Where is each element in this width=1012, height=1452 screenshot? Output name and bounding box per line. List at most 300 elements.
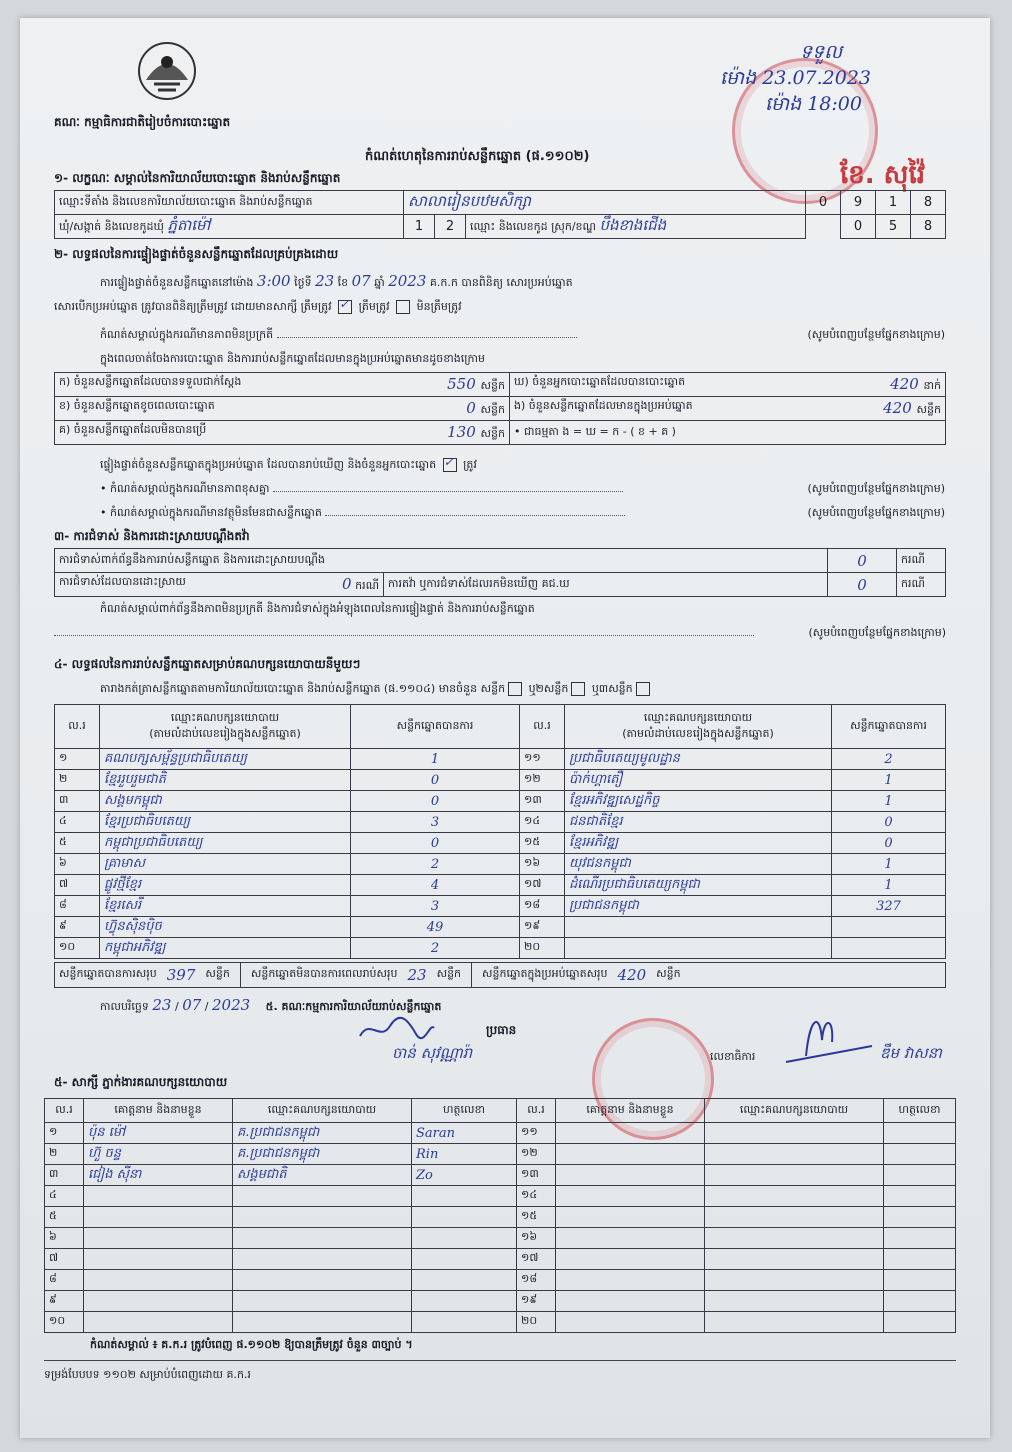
witness-no: ១៤ — [517, 1186, 556, 1207]
footer-note: កំណត់សម្គាល់ ៖ គ.ក.រ ត្រូវបំពេញ ផ.១១០២ ឱ្យបានត្រឹមត្រូវ ចំនួន ៣ច្បាប់ ។ — [90, 1338, 413, 1351]
party-name — [565, 938, 832, 959]
unit-label: សន្លឹក — [436, 967, 462, 980]
spoiled-ballots-value — [466, 399, 505, 419]
witness-party — [705, 1165, 884, 1186]
witness-no: ៤ — [45, 1186, 84, 1207]
party-votes: 1 — [832, 854, 946, 875]
witness-no: ១០ — [45, 1312, 84, 1333]
chair-signature-icon — [356, 1014, 436, 1044]
witness-name — [556, 1165, 705, 1186]
total-invalid-label: សន្លឹកឆ្នោតមិនបានការពេលរាប់សរុប — [250, 967, 398, 980]
unit-label: សន្លឹក — [205, 967, 230, 980]
stamp-time: ម៉ោង 18:00 — [765, 93, 862, 115]
month-label: ខែ — [337, 276, 349, 289]
witness-party — [705, 1123, 884, 1144]
received-ballots-number: 550 — [447, 374, 476, 393]
party-row — [55, 791, 946, 812]
spoiled-ballots-label: ខ) ចំនួនសន្លឹកឆ្នោតខូចពេលបោះឆ្នោត — [59, 398, 215, 412]
witness-signature — [884, 1165, 956, 1186]
ballot-intro: ក្នុងពេលចាត់ចែងការបោះឆ្នោត និងការរាប់សន្លឹកឆ្នោតដែលមានក្នុងប្រអប់ឆ្នោតមានដូចខាងក្រោម — [100, 352, 485, 365]
received-ballots-value — [447, 375, 505, 395]
witness-no: ២ — [45, 1144, 84, 1165]
compare-line — [100, 455, 477, 474]
station-code-digit: 9 — [841, 191, 876, 215]
ok-label: ត្រឹមត្រូវ — [358, 300, 390, 313]
party-row — [55, 896, 946, 917]
not-ok-label: មិនត្រឹមត្រូវ — [416, 300, 462, 313]
tally-sheet-line — [100, 682, 653, 698]
form-title: កំណត់ហេតុនៃការរាប់សន្លឹកឆ្នោត (ផ.១១០២) — [365, 149, 590, 164]
col-party-sub: (តាមលំដាប់លេខរៀងក្នុងសន្លឹកឆ្នោត) — [149, 726, 301, 740]
witness-party — [233, 1228, 412, 1249]
not-ok-checkbox[interactable] — [396, 300, 410, 314]
witness-row — [45, 1123, 956, 1144]
col-party-title: ឈ្មោះគណបក្សនយោបាយ — [643, 710, 753, 724]
unused-ballots-row — [55, 421, 510, 445]
witness-party — [705, 1228, 884, 1249]
party-name — [565, 917, 832, 938]
witness-name — [556, 1123, 705, 1144]
witness-party — [233, 1312, 412, 1333]
witness-party — [233, 1207, 412, 1228]
station-code-digit: 1 — [876, 191, 911, 215]
section3-hint: (សូមបំពេញបន្ថែមផ្នែកខាងក្រោម) — [808, 626, 946, 639]
col-no: ល.រ — [45, 1099, 84, 1123]
section2-heading: ២- លទ្ធផលនៃការផ្ទៀងផ្ទាត់ចំនួនសន្លឹកឆ្នោតដែលគ្រប់គ្រងដោយ — [54, 247, 339, 261]
witness-signature — [884, 1291, 956, 1312]
location-value: សាលារៀនបឋមសិក្សា — [404, 191, 806, 215]
witness-no: ១៣ — [517, 1165, 556, 1186]
witness-no: ១ — [45, 1123, 84, 1144]
anomaly-note-hint: (សូមបំពេញបន្ថែមផ្នែកខាងក្រោម) — [807, 328, 945, 341]
col-name: គោត្តនាម និងនាមខ្លួន — [556, 1099, 705, 1123]
party-no: ៥ — [55, 833, 100, 854]
party-votes: 1 — [832, 770, 946, 791]
party-name: យុវជនកម្ពុជា — [565, 854, 832, 875]
witness-row — [45, 1228, 956, 1249]
party-no: ១២ — [520, 770, 565, 791]
party-no: ២០ — [520, 938, 565, 959]
secretary-label: លេខាធិការ — [710, 1050, 756, 1063]
anomaly-note-line — [100, 328, 945, 344]
district-value: បឹងខាងជើង — [599, 215, 667, 234]
witness-name — [84, 1291, 233, 1312]
witness-name: ជៀង ស៊ីនា — [84, 1165, 233, 1186]
party-votes: 49 — [351, 917, 520, 938]
district-code-digit: 0 — [841, 215, 876, 239]
compare-text: ផ្ទៀងផ្ទាត់ចំនួនសន្លឹកឆ្នោតក្នុងប្រអប់ឆ្នោត ដែលបានរាប់ឃើញ និងចំនួនអ្នកបោះឆ្នោត — [100, 458, 437, 471]
ok-checkbox[interactable] — [338, 297, 352, 314]
witness-name — [556, 1270, 705, 1291]
party-no: ១៨ — [520, 896, 565, 917]
difference-note-line — [100, 482, 945, 498]
witness-table — [44, 1098, 956, 1333]
chair-name: ចាន់ សុវណ្ណារ៉ា — [392, 1044, 473, 1062]
party-no: ៨ — [55, 896, 100, 917]
ballot-count-form — [20, 18, 990, 1438]
unresolved-row — [384, 573, 828, 597]
witness-no: ១១ — [517, 1123, 556, 1144]
party-name: ខ្មែរប្រជាធិបតេយ្យ — [100, 812, 351, 833]
witness-party — [705, 1270, 884, 1291]
witness-signature — [884, 1144, 956, 1165]
party-votes: 1 — [832, 875, 946, 896]
received-ballots-label: ក) ចំនួនសន្លឹកឆ្នោតដែលបានទទួលជាក់ស្តែង — [59, 374, 242, 388]
section3-note: កំណត់សម្គាល់ពាក់ព័ន្ធនឹងភាពមិនប្រក្រតី និងការជំទាស់ក្នុងអំឡុងពេលនៃការផ្ទៀងផ្ទាត់ និងការរាប់សន្លឹកឆ្នោត — [100, 602, 535, 615]
witness-signature: Rin — [412, 1144, 517, 1165]
date-label: កាលបរិច្ឆេទ — [100, 1000, 149, 1013]
party-votes: 1 — [351, 749, 520, 770]
witness-party — [233, 1291, 412, 1312]
col-signature: ហត្ថលេខា — [884, 1099, 956, 1123]
location-label: ឈ្មោះទីតាំង និងលេខការិយាល័យបោះឆ្នោត និងរាប់សន្លឹកឆ្នោត — [55, 191, 404, 215]
anomaly-note-label: កំណត់សម្គាល់ក្នុងករណីមានភាពមិនប្រក្រតី — [100, 328, 274, 341]
party-results-table — [54, 704, 946, 959]
party-no: ១៣ — [520, 791, 565, 812]
party-no: ១៤ — [520, 812, 565, 833]
witness-name — [84, 1312, 233, 1333]
party-name: ខ្មែរសេរី — [100, 896, 351, 917]
witness-no: ៥ — [45, 1207, 84, 1228]
party-votes: 3 — [351, 812, 520, 833]
section3-heading: ៣- ការជំទាស់ និងការដោះស្រាយបណ្តឹងតវ៉ា — [54, 529, 250, 543]
district-code-digit: 8 — [911, 215, 946, 239]
party-name: ហ៊្វុនស៊ិនប៉ិច — [100, 917, 351, 938]
party-name: កម្ពុជាអភិវឌ្ឍ — [100, 938, 351, 959]
voters-label: ឃ) ចំនួនអ្នកបោះឆ្នោតដែលបានបោះឆ្នោត — [514, 374, 686, 388]
unit-label: សន្លឹក — [480, 402, 505, 416]
witness-name — [84, 1186, 233, 1207]
unused-ballots-value — [447, 423, 505, 443]
secretary-signature-icon — [776, 1006, 876, 1066]
witness-name — [556, 1291, 705, 1312]
unresolved-value: 0 — [828, 573, 897, 597]
witness-no: ១៩ — [517, 1291, 556, 1312]
witness-party — [233, 1270, 412, 1291]
col-votes: សន្លឹកឆ្នោតបានការ — [351, 705, 520, 749]
year-label: ឆ្នាំ — [374, 276, 385, 289]
party-row — [55, 749, 946, 770]
witness-name — [84, 1228, 233, 1249]
witness-name — [84, 1270, 233, 1291]
party-no: ១ — [55, 749, 100, 770]
party-votes — [832, 917, 946, 938]
spoiled-ballots-row — [55, 397, 510, 421]
party-votes: 2 — [351, 854, 520, 875]
witness-name — [556, 1186, 705, 1207]
col-party: ឈ្មោះគណបក្សនយោបាយ — [705, 1099, 884, 1123]
witness-name — [556, 1207, 705, 1228]
party-no: ១៧ — [520, 875, 565, 896]
party-row — [55, 854, 946, 875]
station-code-digit: 0 — [806, 191, 841, 215]
witness-no: ១៥ — [517, 1207, 556, 1228]
unresolved-label: ការតវ៉ា ឬការជំទាស់ដែលរកមិនឃើញ គជ.ឃ — [388, 576, 570, 590]
witness-party — [233, 1249, 412, 1270]
opt1-label: សន្លឹក — [480, 682, 506, 695]
col-party — [565, 705, 832, 749]
commune-code-digit: 1 — [404, 215, 435, 239]
cases-label: ករណី — [897, 573, 946, 597]
witness-row — [45, 1207, 956, 1228]
chair-label: ប្រធាន — [486, 1023, 517, 1037]
party-votes: 327 — [832, 896, 946, 917]
party-no: ៦ — [55, 854, 100, 875]
office-label: ៥. គណៈកម្មការការិយាល័យរាប់សន្លឹកឆ្នោត — [265, 1000, 442, 1013]
voters-row — [510, 373, 946, 397]
witness-name — [556, 1312, 705, 1333]
party-name: ផ្លូវថ្មីខ្មែរ — [100, 875, 351, 896]
section4-heading: ៤- លទ្ធផលនៃការរាប់សន្លឹកឆ្នោតសម្រាប់គណបក្សនយោបាយនីមួយៗ — [54, 657, 361, 671]
party-votes: 4 — [351, 875, 520, 896]
total-box-label: សន្លឹកឆ្នោតក្នុងប្រអប់ឆ្នោតសរុប — [482, 967, 608, 980]
col-no: ល.រ — [517, 1099, 556, 1123]
unused-ballots-number: 130 — [447, 422, 476, 441]
day-value: 23 — [315, 272, 335, 290]
witness-signature — [412, 1291, 517, 1312]
compare-checkmark: ✓ — [443, 455, 454, 469]
objections-value: 0 — [828, 549, 897, 573]
witness-no: ៩ — [45, 1291, 84, 1312]
party-no: ៩ — [55, 917, 100, 938]
col-party — [100, 705, 351, 749]
formula: • ជាធម្មតា ង = ឃ = ក - ( ខ + គ ) — [510, 421, 946, 445]
box-ballots-label: ង) ចំនួនសន្លឹកឆ្នោតដែលមានក្នុងប្រអប់ឆ្នោត — [514, 398, 693, 412]
party-no: ៧ — [55, 875, 100, 896]
ok-checkmark: ✓ — [339, 297, 350, 311]
party-row — [55, 770, 946, 791]
district-label-text: ឈ្មោះ និងលេខកូដ ស្រុក/ខណ្ឌ — [470, 219, 596, 233]
commune-value: ភ្នំតាម៉ៅ — [167, 215, 211, 234]
time-prefix: ការផ្ទៀងផ្ទាត់ចំនួនសន្លឹកឆ្នោតនៅម៉ោង — [100, 276, 254, 289]
witness-party — [705, 1291, 884, 1312]
resolved-label: ការជំទាស់ដែលបានដោះស្រាយ — [59, 574, 186, 588]
stamp-received-label: ទទួល — [800, 41, 843, 63]
party-no: ១១ — [520, 749, 565, 770]
witness-row — [45, 1312, 956, 1333]
objections-table — [54, 548, 946, 597]
witness-no: ១៦ — [517, 1228, 556, 1249]
witness-signature — [412, 1270, 517, 1291]
witness-party: សង្គមជាតិ — [233, 1165, 412, 1186]
section5-heading: ៥- សាក្សី ភ្នាក់ងារគណបក្សនយោបាយ — [54, 1075, 228, 1089]
col-party-title: ឈ្មោះគណបក្សនយោបាយ — [170, 710, 280, 724]
opt3-checkbox[interactable] — [636, 682, 650, 696]
witness-signature — [884, 1186, 956, 1207]
witness-signature — [884, 1123, 956, 1144]
total-valid-label: សន្លឹកឆ្នោតបានការសរុប — [59, 967, 157, 980]
total-invalid-value: 23 — [407, 966, 427, 984]
national-emblem-icon — [132, 38, 202, 104]
party-votes: 1 — [832, 791, 946, 812]
month-value: 07 — [351, 272, 371, 290]
party-name: ប្រជាជនកម្ពុជា — [565, 896, 832, 917]
voters-value — [890, 375, 941, 395]
box-ballots-row — [510, 397, 946, 421]
difference-note-label: • កំណត់សម្គាល់ក្នុងករណីមានភាពខុសគ្នា — [100, 482, 270, 495]
witness-row — [45, 1165, 956, 1186]
witness-name — [84, 1207, 233, 1228]
party-no: ១០ — [55, 938, 100, 959]
party-name: ជនជាតិខ្មែរ — [565, 812, 832, 833]
witness-party — [705, 1207, 884, 1228]
party-row — [55, 812, 946, 833]
party-votes: 0 — [351, 791, 520, 812]
unit-label: នាក់ — [923, 378, 941, 392]
voters-number: 420 — [890, 374, 919, 393]
witness-signature — [884, 1270, 956, 1291]
cases-label: ករណី — [897, 549, 946, 573]
year-value: 2023 — [388, 272, 427, 290]
party-name: គណបក្សសម្ព័ន្ធប្រជាធិបតេយ្យ — [100, 749, 351, 770]
witness-no: ៧ — [45, 1249, 84, 1270]
section1-heading: ១- លក្ខណៈ សម្គាល់នៃការិយាល័យបោះឆ្នោត និងរាប់សន្លឹកឆ្នោត — [54, 171, 341, 185]
col-votes: សន្លឹកឆ្នោតបានការ — [832, 705, 946, 749]
witness-party — [705, 1144, 884, 1165]
date-month: 07 — [182, 996, 202, 1014]
col-no: ល.រ — [520, 705, 565, 749]
party-row — [55, 833, 946, 854]
total-valid-value: 397 — [166, 966, 196, 984]
col-party-sub: (តាមលំដាប់លេខរៀងក្នុងសន្លឹកឆ្នោត) — [622, 726, 774, 740]
compare-ok-label: ត្រូវ — [463, 458, 477, 471]
witness-name — [556, 1249, 705, 1270]
witness-no: ១៧ — [517, 1249, 556, 1270]
unit-label: សន្លឹក — [480, 426, 505, 440]
party-name: សង្គមកម្ពុជា — [100, 791, 351, 812]
witness-party — [233, 1186, 412, 1207]
party-votes: 2 — [832, 749, 946, 770]
witness-row — [45, 1291, 956, 1312]
form-footer: ទម្រង់បែបបទ ១១០២ សម្រាប់បំពេញដោយ គ.ក.រ — [44, 1368, 251, 1381]
resolved-value: 0 — [342, 574, 352, 593]
witness-signature: Saran — [412, 1123, 517, 1144]
party-votes: 0 — [351, 833, 520, 854]
station-code-digit: 8 — [911, 191, 946, 215]
party-no: ១៩ — [520, 917, 565, 938]
party-votes: 2 — [351, 938, 520, 959]
witness-signature — [412, 1228, 517, 1249]
col-signature: ហត្ថលេខា — [412, 1099, 517, 1123]
verification-time-line — [100, 272, 573, 292]
commune-code-digit: 2 — [435, 215, 466, 239]
witness-no: ៣ — [45, 1165, 84, 1186]
witness-party: គ.ប្រជាជនកម្ពុជា — [233, 1123, 412, 1144]
witness-party — [705, 1186, 884, 1207]
witness-name — [84, 1249, 233, 1270]
opt3-label: ឬ៣សន្លឹក — [591, 682, 633, 695]
objections-row — [55, 549, 828, 573]
totals-row — [54, 962, 946, 988]
unit-label: សន្លឹក — [480, 378, 505, 392]
tally-intro: តារាងកត់ត្រាសន្លឹកឆ្នោតតាមការិយាល័យបោះឆ្នោត និងរាប់សន្លឹកឆ្នោត (ផ.១១០៤) មានចំនួន — [100, 682, 478, 695]
box-ballots-value — [883, 399, 941, 419]
witness-signature: Zo — [412, 1165, 517, 1186]
section3-note-line2 — [54, 626, 946, 642]
party-name: ដំណើរប្រជាធិបតេយ្យកម្ពុជា — [565, 875, 832, 896]
commune-label-text: ឃុំ/សង្កាត់ និងលេខកូដឃុំ — [59, 219, 164, 233]
witness-no: ១២ — [517, 1144, 556, 1165]
stamp-date: ម៉ោង 23.07.2023 — [720, 67, 872, 89]
witness-row — [45, 1144, 956, 1165]
unit-label: សន្លឹក — [916, 402, 941, 416]
witness-signature — [884, 1249, 956, 1270]
party-name: កម្ពុជាប្រជាធិបតេយ្យ — [100, 833, 351, 854]
party-votes: 0 — [351, 770, 520, 791]
witness-signature — [884, 1207, 956, 1228]
opt1-checkbox[interactable] — [508, 682, 522, 696]
witness-party — [705, 1249, 884, 1270]
day-label: ថ្ងៃទី — [294, 276, 312, 289]
witness-signature — [412, 1186, 517, 1207]
witness-name: ហ៊ួ ចន្ទ — [84, 1144, 233, 1165]
witness-no: ៦ — [45, 1228, 84, 1249]
witness-no: ២០ — [517, 1312, 556, 1333]
party-votes: 3 — [351, 896, 520, 917]
unused-ballots-label: គ) ចំនួនសន្លឹកឆ្នោតដែលមិនបានប្រើ — [59, 422, 207, 436]
objections-label: ការជំទាស់ពាក់ព័ន្ធនឹងការរាប់សន្លឹកឆ្នោត និងការដោះស្រាយបណ្តឹង — [59, 552, 325, 566]
cases-label: ករណី — [355, 578, 379, 592]
witness-no: ១៨ — [517, 1270, 556, 1291]
party-votes — [832, 938, 946, 959]
commune-label — [55, 215, 404, 239]
seal-check-line — [54, 297, 462, 316]
time-value: 3:00 — [256, 272, 291, 290]
party-name: ប្រជាធិបតេយ្យមូលដ្ឋាន — [565, 749, 832, 770]
date-day: 23 — [152, 996, 172, 1014]
section1-table — [54, 190, 946, 239]
date-year: 2023 — [211, 996, 251, 1014]
party-name: ខ្មែរអភិវឌ្ឍសេដ្ឋកិច្ច — [565, 791, 832, 812]
witness-name — [556, 1228, 705, 1249]
party-no: ៣ — [55, 791, 100, 812]
witness-signature — [884, 1312, 956, 1333]
compare-ok-checkbox[interactable] — [443, 455, 457, 472]
witness-signature — [412, 1312, 517, 1333]
difference-note-hint: (សូមបំពេញបន្ថែមផ្នែកខាងក្រោម) — [807, 482, 945, 495]
col-party: ឈ្មោះគណបក្សនយោបាយ — [233, 1099, 412, 1123]
party-no: ២ — [55, 770, 100, 791]
party-no: ១៦ — [520, 854, 565, 875]
witness-signature — [884, 1228, 956, 1249]
opt2-checkbox[interactable] — [571, 682, 585, 696]
witness-row — [45, 1186, 956, 1207]
witness-row — [45, 1270, 956, 1291]
witness-row — [45, 1249, 956, 1270]
witness-party: គ.ប្រជាជនកម្ពុជា — [233, 1144, 412, 1165]
resolved-row — [55, 573, 384, 597]
party-name: ខ្មែរអភិវឌ្ឍ — [565, 833, 832, 854]
committee-name: គណៈ កម្មាធិការជាតិរៀបចំការបោះឆ្នោត — [54, 115, 231, 129]
party-row — [55, 875, 946, 896]
secretary-name: ឌឹម វាសនា — [880, 1044, 942, 1062]
received-ballots-row — [55, 373, 510, 397]
party-name: ខ្មែររួបរួមជាតិ — [100, 770, 351, 791]
stamp-signature: ខែ. សុវ៉ៃ — [840, 160, 925, 190]
col-name: គោត្តនាម និងនាមខ្លួន — [84, 1099, 233, 1123]
party-row — [55, 917, 946, 938]
unit-label: សន្លឹក — [656, 967, 681, 980]
box-ballots-number: 420 — [883, 398, 912, 417]
witness-party — [705, 1312, 884, 1333]
col-no: ល.រ — [55, 705, 100, 749]
witness-no: ៨ — [45, 1270, 84, 1291]
witness-signature — [412, 1249, 517, 1270]
party-votes: 0 — [832, 812, 946, 833]
witness-signature — [412, 1207, 517, 1228]
opt2-label: ឬ២សន្លឹក — [528, 682, 569, 695]
foreign-object-note-label: • កំណត់សម្គាល់ក្នុងករណីមានវត្ថុមិនមែនជាសន្លឹកឆ្នោត — [100, 506, 322, 519]
